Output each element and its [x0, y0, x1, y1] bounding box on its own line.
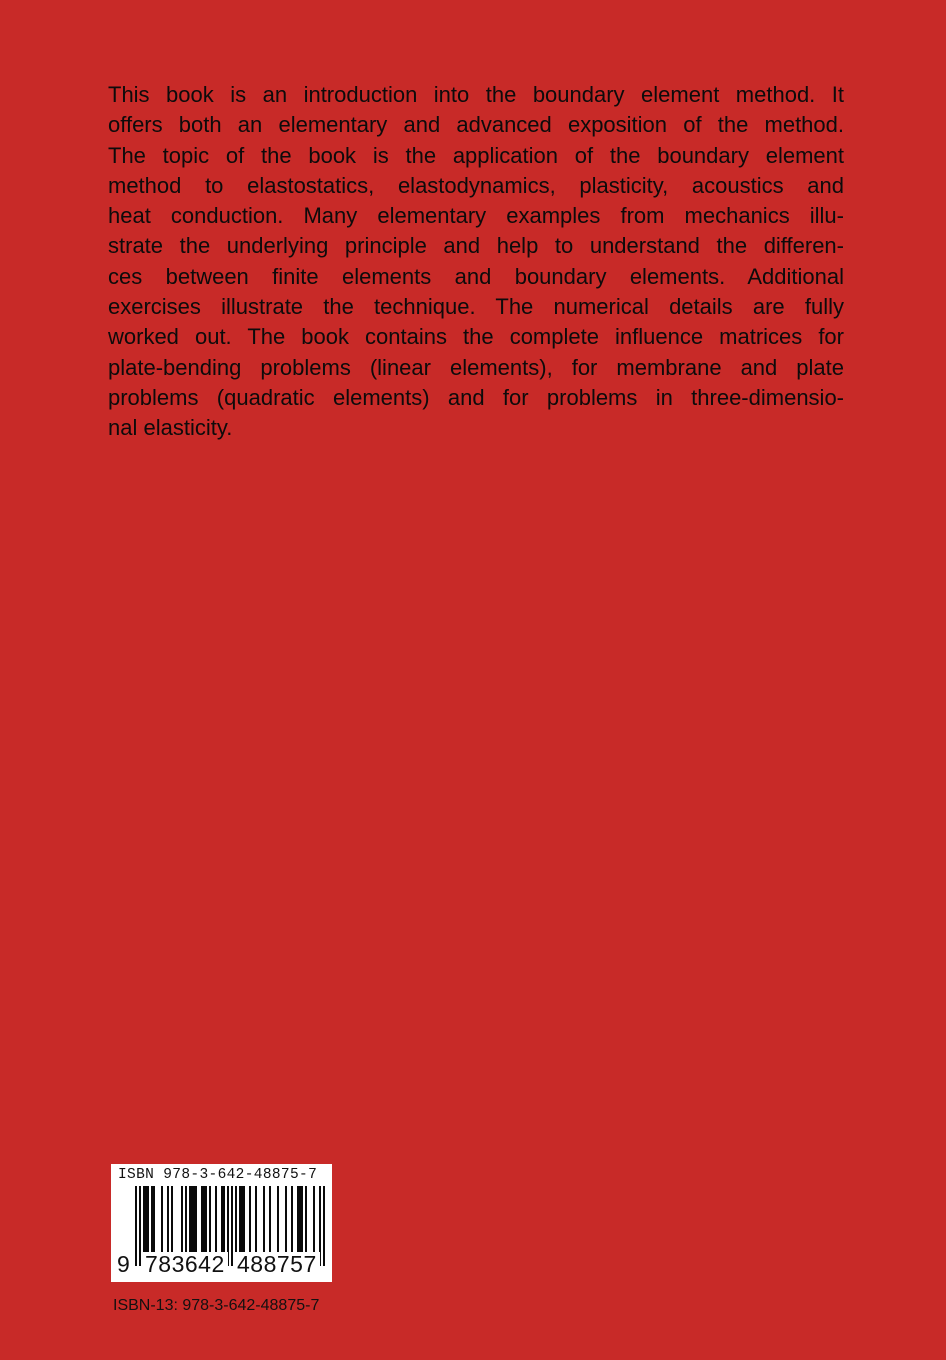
- description-line: This book is an introduction into the boundary element method. It: [108, 82, 844, 107]
- barcode-bar: [313, 1186, 315, 1252]
- barcode-digits-left: 783642: [142, 1252, 228, 1276]
- barcode-isbn-label: ISBN 978-3-642-48875-7: [118, 1167, 318, 1183]
- description-line: heat conduction. Many elementary examples from mechanics illu-: [108, 203, 844, 229]
- barcode-guard-bar: [135, 1186, 137, 1266]
- barcode-bar: [255, 1186, 257, 1252]
- barcode-bar: [291, 1186, 293, 1252]
- isbn-barcode: [111, 1164, 332, 1282]
- isbn-13-label: ISBN-13: 978-3-642-48875-7: [113, 1297, 320, 1314]
- barcode-bar: [151, 1186, 155, 1252]
- barcode-bar: [143, 1186, 149, 1252]
- description-line: exercises illustrate the technique. The numerical details are fully: [108, 294, 844, 320]
- description-line: offers both an elementary and advanced exposition of the method.: [108, 112, 844, 138]
- barcode-bar: [167, 1186, 169, 1252]
- barcode-bar: [161, 1186, 163, 1252]
- description-line: method to elastostatics, elastodynamics, plasticity, acoustics and: [108, 172, 844, 198]
- barcode-bar: [285, 1186, 287, 1252]
- description-line: ces between finite elements and boundary elements. Additional: [108, 263, 844, 289]
- back-cover-description: [108, 80, 844, 444]
- barcode-bar: [215, 1186, 217, 1252]
- barcode-bar: [235, 1186, 237, 1252]
- barcode-bar: [209, 1186, 211, 1252]
- barcode-digits-right: 488757: [234, 1252, 320, 1276]
- barcode-guard-bar: [231, 1186, 233, 1266]
- description-line: strate the underlying principle and help to understand the differen-: [108, 233, 844, 259]
- barcode-bar: [297, 1186, 303, 1252]
- barcode-bar: [249, 1186, 251, 1252]
- barcode-bar: [263, 1186, 265, 1252]
- barcode-bar: [185, 1186, 187, 1252]
- barcode-bar: [305, 1186, 307, 1252]
- barcode-bar: [221, 1186, 225, 1252]
- barcode-bar: [239, 1186, 245, 1252]
- description-line: nal elasticity.: [108, 415, 233, 441]
- description-line: worked out. The book contains the complete influence matrices for: [108, 324, 844, 350]
- description-line: The topic of the book is the application of the boundary element: [108, 142, 844, 168]
- barcode-guard-bar: [323, 1186, 325, 1266]
- description-line: problems (quadratic elements) and for problems in three-dimensio-: [108, 384, 844, 410]
- barcode-bar: [277, 1186, 279, 1252]
- barcode-bar: [201, 1186, 207, 1252]
- barcode-bar: [189, 1186, 197, 1252]
- barcode-bar: [269, 1186, 271, 1252]
- barcode-bar: [171, 1186, 173, 1252]
- barcode-digit-first: 9: [117, 1251, 131, 1277]
- barcode-guard-bar: [139, 1186, 141, 1266]
- barcode-bar: [181, 1186, 183, 1252]
- description-line: plate-bending problems (linear elements), for membrane and plate: [108, 354, 844, 380]
